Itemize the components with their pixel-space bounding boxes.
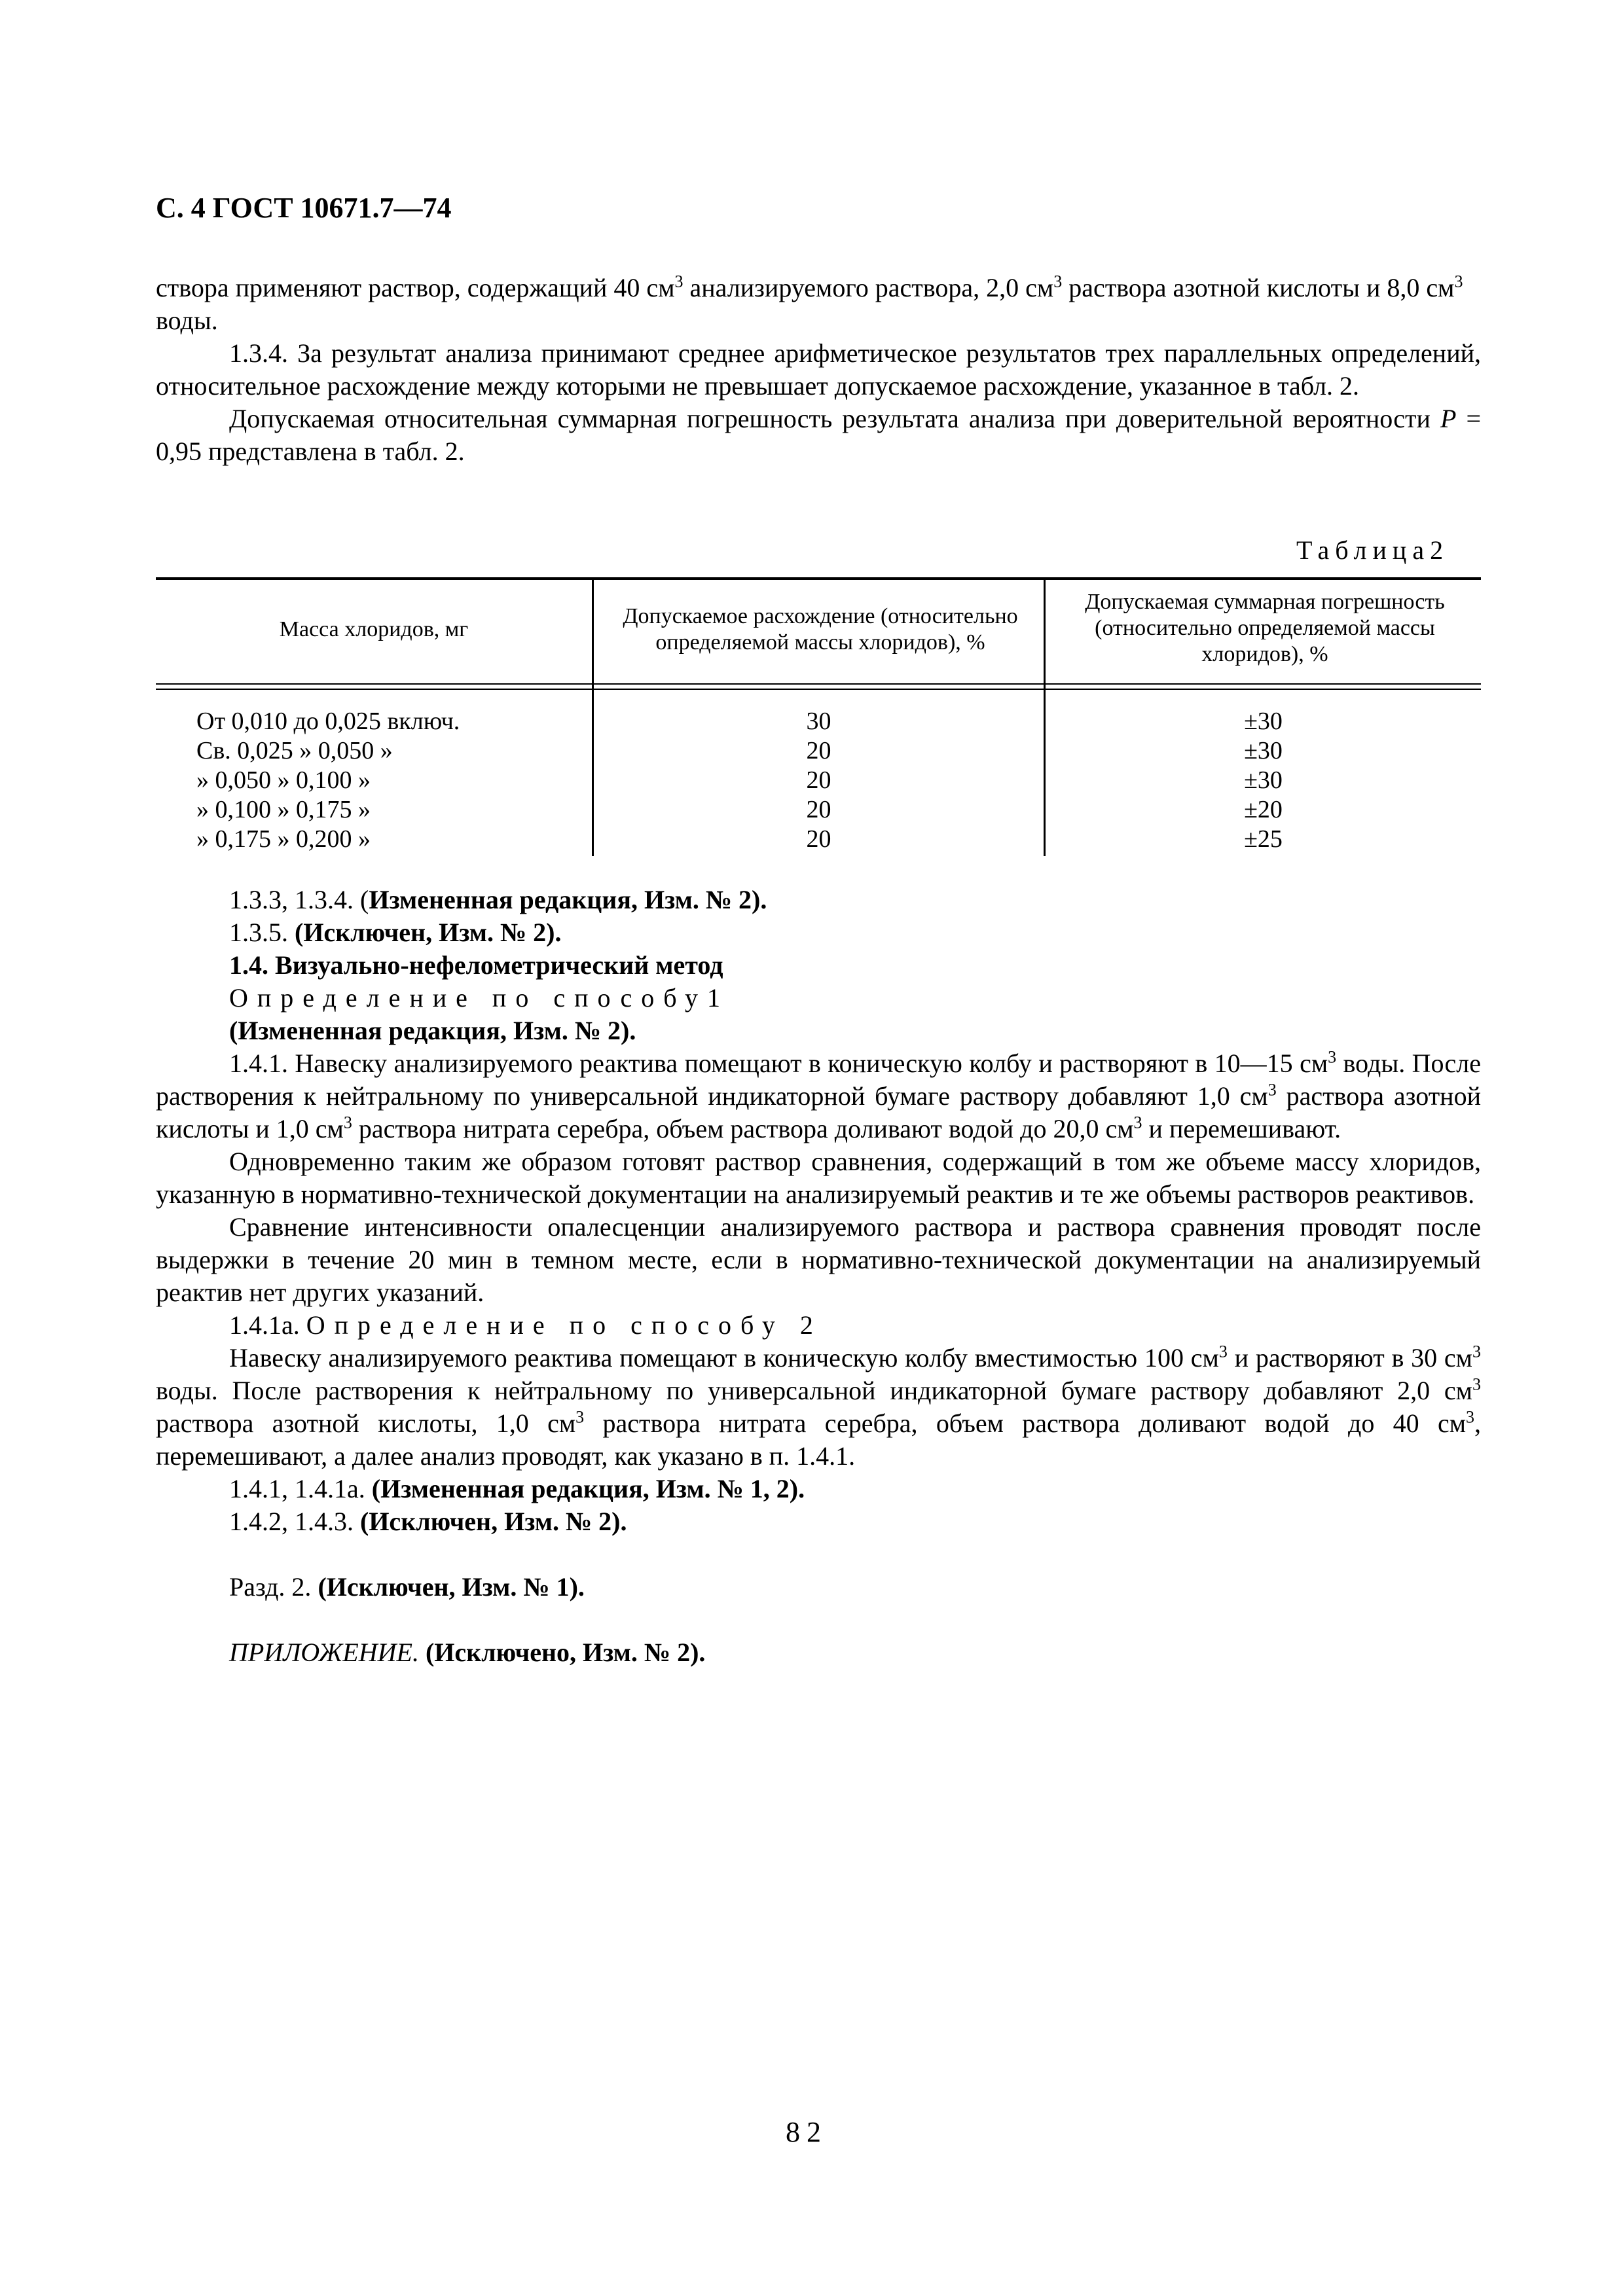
paragraph-reference-solution: Одновременно таким же образом готовят раствор сравнения, содержащий в том же объеме массу хлоридов, указанную в нормативно-технической документации на анализируемый реактив и те же объемы растворов реактивов. (156, 1147, 1481, 1209)
method-1-edition-note: (Измененная редакция, Изм. № 2). (229, 1016, 636, 1045)
table-cell-diff: 20 (806, 766, 831, 794)
table-cell-error: ±30 (1244, 737, 1283, 764)
page-number: 82 (786, 2116, 828, 2148)
table-header-rule-2 (156, 689, 1481, 690)
paragraph-comparison: Сравнение интенсивности опалесценции анализируемого раствора и раствора сравнения проводят после выдержки в течение 20 мин в темном месте, если в нормативно-технической документации на анализируемый реактив нет других указаний. (156, 1212, 1481, 1307)
method-1-heading: Определение по способу1 (229, 983, 730, 1013)
section-1-4-title: 1.4. Визуально-нефелометрический метод (229, 950, 723, 980)
table-header-mass: Масса хлоридов, мг (279, 617, 469, 641)
table-top-rule (156, 577, 1481, 580)
paragraph-method-2: Навеску анализируемого реактива помещают в коническую колбу вместимостью 100 $см^3$ и растворяют в 30 $см^3$ воды. После растворения к нейтральному по универсальной индикаторной бумаге раствору добавляют 2,0 $см^3$ раствора азотной кислоты, 1,0 $см^3$ раствора нитрата серебра, объем раствора доливают водой до 40 $см^3$, перемешивают, а далее анализ проводят, как указано в п. 1.4.1. (156, 1342, 1482, 1471)
table-caption: Таблица2 (1296, 535, 1450, 565)
note-1-3-5: 1.3.5. (Исключен, Изм. № 2). (229, 918, 562, 947)
table-cell-error: ±20 (1244, 796, 1283, 823)
table-cell-diff: 20 (806, 796, 831, 823)
note-1-4-1: 1.4.1, 1.4.1а. (Измененная редакция, Изм. № 1, 2). (229, 1474, 805, 1503)
paragraph-1-4-1: 1.4.1. Навеску анализируемого реактива помещают в коническую колбу и растворяют в 10—15 $см^3$ воды. После растворения к нейтральному по универсальной индикаторной бумаге раствору добавляют 1,0 $см^3$ раствора азотной кислоты и 1,0 $см^3$ раствора нитрата серебра, объем раствора доливают водой до 20,0 $см^3$ и перемешивают. (156, 1047, 1481, 1143)
table-header-rule-1 (156, 683, 1481, 685)
table-cell-diff: 20 (806, 825, 831, 853)
table-cell-error: ±30 (1244, 766, 1283, 794)
table-cell-mass: » 0,100 » 0,175 » (196, 796, 371, 823)
table-cell-error: ±30 (1244, 708, 1283, 735)
table-cell-diff: 30 (806, 708, 831, 735)
table-cell-mass: » 0,175 » 0,200 » (196, 825, 371, 853)
text-block-top (156, 272, 1481, 468)
table-cell-error: ±25 (1244, 825, 1283, 853)
paragraph-1-3-4: 1.3.4. За результат анализа принимают среднее арифметическое результатов трех параллельных определений, относительное расхождение между которыми не превышает допускаемое расхождение, указанное в табл. 2. (156, 338, 1481, 401)
text-block-main (156, 884, 1481, 1669)
table-2 (156, 577, 1481, 856)
table-header-error: Допускаемая суммарная погрешность (относительно определяемой массы хлоридов), % (1085, 590, 1445, 666)
table-header-diff: Допускаемое расхождение (относительно определяемой массы хлоридов), % (623, 604, 1018, 655)
method-2-heading: 1.4.1а. Определение по способу 2 (229, 1310, 822, 1340)
table-cell-mass: Св. 0,025 » 0,050 » (196, 737, 393, 764)
note-section-2: Разд. 2. (Исключен, Изм. № 1). (229, 1572, 585, 1602)
table-cell-mass: » 0,050 » 0,100 » (196, 766, 371, 794)
note-1-3-3: 1.3.3, 1.3.4. (Измененная редакция, Изм. № 2). (229, 885, 767, 914)
table-cell-diff: 20 (806, 737, 831, 764)
table-cell-mass: От 0,010 до 0,025 включ. (196, 708, 460, 735)
note-1-4-2: 1.4.2, 1.4.3. (Исключен, Изм. № 2). (229, 1507, 627, 1536)
page-header: С. 4 ГОСТ 10671.7—74 (156, 192, 452, 224)
note-appendix: ПРИЛОЖЕНИЕ. (Исключено, Изм. № 2). (229, 1638, 706, 1667)
paragraph-intro: створа применяют раствор, содержащий 40 $см^3$ анализируемого раствора, 2,0 $см^3$ раствора азотной кислоты и 8,0 $см^3$ воды. (156, 272, 1463, 335)
paragraph-error: Допускаемая относительная суммарная погрешность результата анализа при доверительной вероятности P = 0,95 представлена в табл. 2. (156, 404, 1482, 466)
